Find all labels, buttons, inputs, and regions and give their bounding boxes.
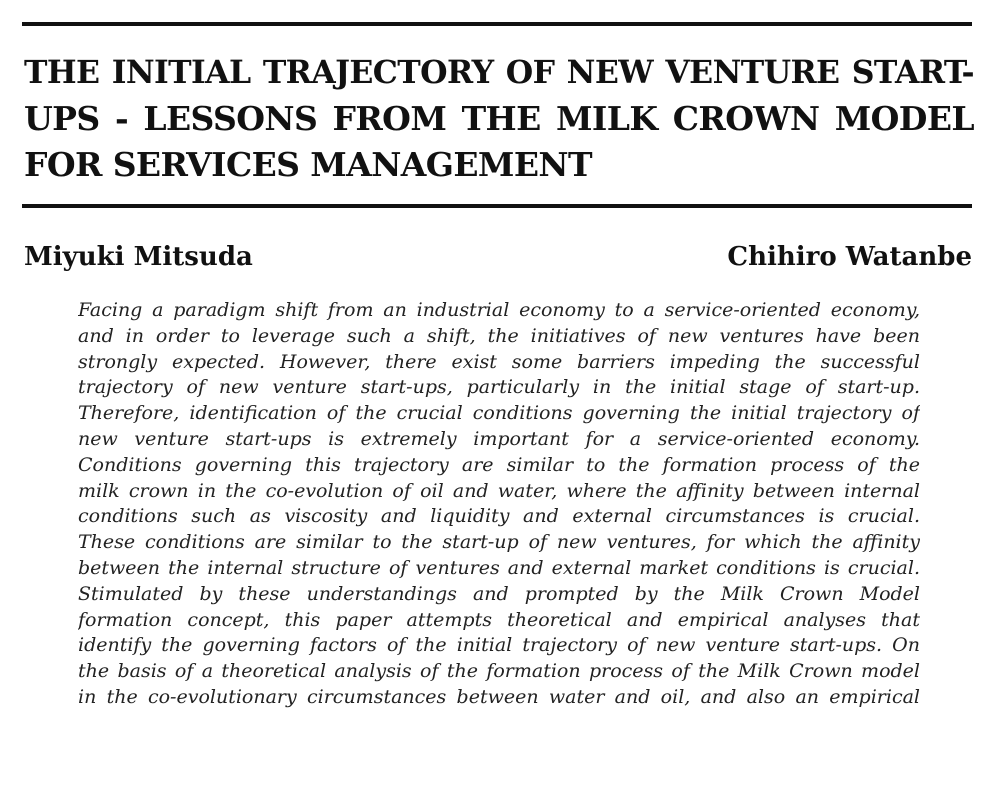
title-line: UPS - LESSONS FROM THE MILK CROWN MODEL <box>24 99 974 138</box>
title-line: FOR SERVICES MANAGEMENT <box>24 145 592 184</box>
abstract-line: Conditions governing this trajectory are similar to the formation process of the <box>78 453 920 476</box>
abstract-line: between the internal structure of ventures and external market conditions is crucial. <box>78 556 920 579</box>
paper-title <box>24 50 974 188</box>
abstract-line: milk crown in the co-evolution of oil and water, where the affinity between internal <box>78 479 920 502</box>
abstract-line: Stimulated by these understandings and prompted by the Milk Crown Model <box>78 582 920 605</box>
top-rule <box>22 22 972 26</box>
abstract-line: strongly expected. However, there exist some barriers impeding the successful <box>78 350 920 373</box>
abstract-line: Therefore, identification of the crucial conditions governing the initial trajectory of <box>78 402 920 425</box>
abstract-line: These conditions are similar to the start-up of new ventures, for which the affinity <box>78 531 920 554</box>
title-bottom-rule <box>22 204 972 208</box>
abstract-line: Facing a paradigm shift from an industrial economy to a service-oriented economy, <box>78 299 920 321</box>
author-name: Chihiro Watanbe <box>727 242 972 272</box>
abstract-line: in the co-evolutionary circumstances between water and oil, and also an empirical <box>78 685 920 708</box>
title-line: THE INITIAL TRAJECTORY OF NEW VENTURE START- <box>24 54 974 91</box>
abstract <box>78 298 920 711</box>
abstract-line: conditions such as viscosity and liquidity and external circumstances is crucial. <box>78 505 920 528</box>
abstract-line: the basis of a theoretical analysis of the formation process of the Milk Crown model <box>78 660 920 683</box>
abstract-line: and in order to leverage such a shift, the initiatives of new ventures have been <box>78 324 920 347</box>
author-name: Miyuki Mitsuda <box>24 242 253 272</box>
abstract-line: identify the governing factors of the initial trajectory of new venture start-ups. On <box>78 634 920 657</box>
abstract-line: trajectory of new venture start-ups, particularly in the initial stage of start-up. <box>78 376 920 399</box>
abstract-line: formation concept, this paper attempts theoretical and empirical analyses that <box>78 608 920 631</box>
abstract-line: new venture start-ups is extremely important for a service-oriented economy. <box>78 427 920 450</box>
